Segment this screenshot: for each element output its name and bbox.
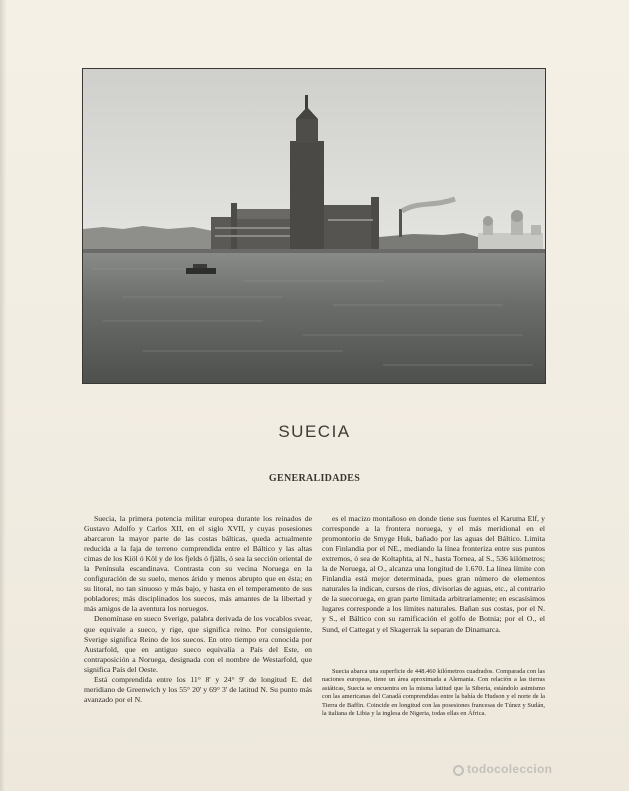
footnote <box>322 668 545 718</box>
paragraph: Suecia, la primera potencia militar europea durante los reinados de Gustavo Adolfo y Carlos XII, en el siglo XVII, y cuyas posesiones abarcaron la mayor parte de las costas bálticas, queda actualmente reducida a la faja de terreno comprendida entre el Báltico y las altas cimas de los Kiöl ó Köl y de los fjelds ó fjälls, ó sea la sección oriental de la Península escandinava. Contrasta con su vecina Noruega en la configuración de su suelo, menos árido y menos abrupto que en ésta; en su litoral, no tan sinuoso y más bajo, y hasta en el temperamento de sus pobladores; más disciplinados los suecos, más amantes de la libertad y más amigos de la aventura los noruegos. <box>84 514 312 614</box>
text-column-left <box>84 514 312 705</box>
watermark <box>453 762 552 776</box>
section-heading: GENERALIDADES <box>268 473 361 484</box>
page-edge <box>0 0 6 791</box>
paragraph: Denomínase en sueco Sverige, palabra derivada de los vocablos svear, que equivale a sueco, y rige, que significa reino. Por consiguiente, Sverige significa Reino de los suecos. En otro tiempo era conocida por Austarfold, que en antiguo sueco equivalía a País del Este, en contraposición a Noruega, designada con el nombre de Westarfold, que significa País del Oeste. <box>84 614 312 674</box>
watermark-logo-icon <box>453 765 464 776</box>
page-title: SUECIA <box>278 422 351 441</box>
paragraph: es el macizo montañoso en donde tiene sus fuentes el Karuma Elf, y corresponde a la frontera noruega, y el más meridional en el promontorio de Smyge Huk, bañado por las aguas del Báltico. Limita con Finlandia por el NE., mediando la línea fronteriza entre sus puntos extremos, ó sea de Koltaphta, al N., hasta Tornea, al S., 536 kilómetros; la de Noruega, al O., alcanza una longitud de 1.670. La línea límite con Finlandia está mejor determinada, pues gran número de elementos naturales la indican, cursos de ríos, divisorias de aguas, etc., al contrario de la suecoruega, en gran parte limitada arbitrariamente; en escasísimos lugares corresponde a los límites naturales. Bañan sus costas, por el N. y S., el Báltico con su ramificación el golfo de Botnia; por el O., el Sund, el Cattegat y el Skagerrak la separan de Dinamarca. <box>322 514 545 634</box>
watermark-text: todocoleccion <box>467 762 553 776</box>
text-column-right <box>322 514 545 635</box>
stockholm-city-hall-photo <box>82 68 546 384</box>
paragraph: Está comprendida entre los 11° 8' y 24° 9' de longitud E. del meridiano de Greenwich y los 55° 20' y 69° 3' de latitud N. Su punto más avanzado por el N. <box>84 674 312 704</box>
footnote-text: Suecia abarca una superficie de 448.460 kilómetros cuadrados. Comparada con las naciones europeas, tiene un área aproximada a Alemania. Con relación a las tierras asiáticas, Suecia se encuentra en la misma latitud que la Siberia, estándolo asimismo con las americanas del Canadá comprendidas entre la bahía de Hudson y el norte de la Tierra de Baffin. Coincide en longitud con las posesiones francesas de Túnez y Sudán, la italiana de Libia y la inglesa de Nigeria, todas ellas en África. <box>322 668 545 718</box>
